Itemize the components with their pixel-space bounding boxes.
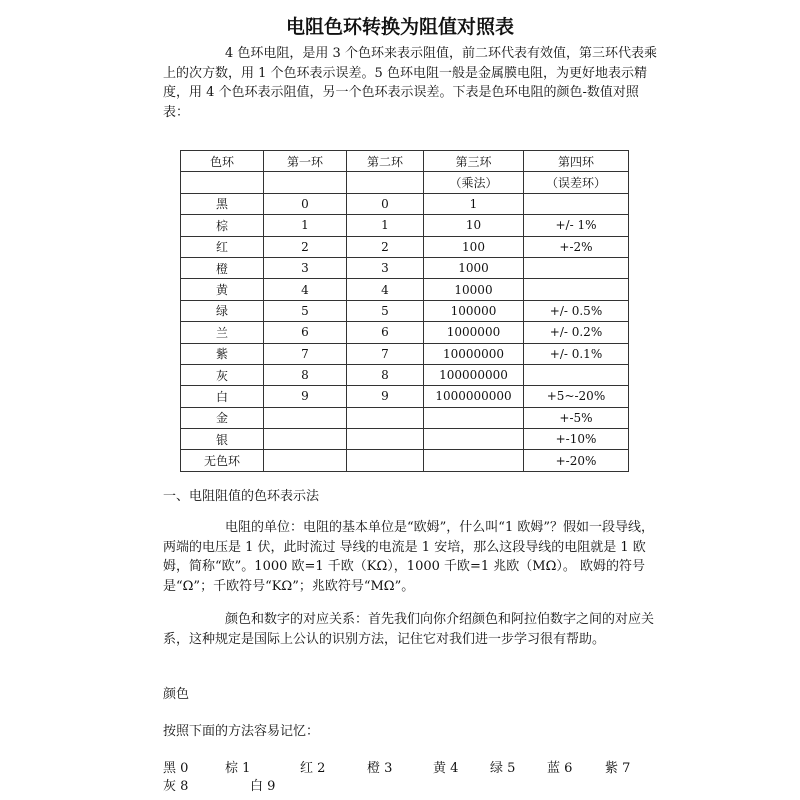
table-cell: 8 <box>264 364 347 385</box>
table-cell <box>424 429 524 450</box>
color-item: 灰 8 <box>163 779 189 794</box>
table-cell: 第四环 <box>524 151 629 172</box>
table-cell: 绿 <box>181 300 264 321</box>
table-cell: 1 <box>424 193 524 214</box>
table-cell: +/- 1% <box>524 215 629 236</box>
table-cell: +-2% <box>524 236 629 257</box>
table-cell <box>347 172 424 193</box>
table-cell: （乘法） <box>424 172 524 193</box>
table-cell: 兰 <box>181 322 264 343</box>
table-cell: 黑 <box>181 193 264 214</box>
table-cell: 色环 <box>181 151 264 172</box>
color-item: 蓝 6 <box>547 761 573 776</box>
table-cell: +/- 0.2% <box>524 322 629 343</box>
table-cell <box>264 407 347 428</box>
table-cell <box>181 172 264 193</box>
table-cell: 2 <box>347 236 424 257</box>
table-cell: 8 <box>347 364 424 385</box>
table-row <box>181 215 629 236</box>
table-cell: 第一环 <box>264 151 347 172</box>
unit-text: 电阻的单位：电阻的基本单位是“欧姆”，什么叫“1 欧姆”？假如一段导线，两端的电压是 1 伏，此时流过 导线的电流是 1 安培，那么这段导线的电阻就是 1 欧姆，简称“欧”。1000 欧=1 千欧（KΩ），1000 千欧=1 兆欧（MΩ）。 欧姆的符号是“Ω”；千欧符号“KΩ”；兆欧符号“MΩ”。 <box>163 520 654 594</box>
table-cell: 红 <box>181 236 264 257</box>
table-row <box>181 407 629 428</box>
table-cell: 5 <box>264 300 347 321</box>
table-cell: 灰 <box>181 364 264 385</box>
table-cell: 5 <box>347 300 424 321</box>
table-cell: 紫 <box>181 343 264 364</box>
table-cell <box>264 429 347 450</box>
table-cell: 4 <box>264 279 347 300</box>
table-cell: 0 <box>264 193 347 214</box>
table-cell <box>524 364 629 385</box>
color-item: 黄 4 <box>433 761 459 776</box>
table-cell: 7 <box>264 343 347 364</box>
section-heading: 一、电阻阻值的色环表示法 <box>163 489 320 504</box>
table-cell <box>347 450 424 471</box>
table-cell: 3 <box>264 257 347 278</box>
table-cell <box>524 257 629 278</box>
intro-text: 4 色环电阻，是用 3 个色环来表示阻值，前二环代表有效值，第三环代表乘上的次方数，用 1 个色环表示误差。5 色环电阻一般是金属膜电阻，为更好地表示精度，用 4 个色环表示阻值，另一个色环表示误差。下表是色环电阻的颜色-数值对照表： <box>163 46 657 120</box>
color-item: 红 2 <box>300 761 326 776</box>
table-cell: 1000 <box>424 257 524 278</box>
table-cell: 0 <box>347 193 424 214</box>
table-cell: （误差环） <box>524 172 629 193</box>
table-cell: 银 <box>181 429 264 450</box>
table-cell: +-5% <box>524 407 629 428</box>
table-cell: 6 <box>347 322 424 343</box>
table-cell: 7 <box>347 343 424 364</box>
table-cell <box>347 407 424 428</box>
document-title: 电阻色环转换为阻值对照表 <box>285 16 514 38</box>
unit-paragraph <box>163 518 658 596</box>
table-cell: 9 <box>347 386 424 407</box>
color-item: 黑 0 <box>163 761 189 776</box>
table-row <box>181 322 629 343</box>
table-cell <box>524 279 629 300</box>
table-cell: 1 <box>264 215 347 236</box>
mapping-paragraph <box>163 610 658 649</box>
table-row <box>181 364 629 385</box>
table-subheader-row <box>181 172 629 193</box>
intro-paragraph <box>163 44 658 122</box>
table-row <box>181 386 629 407</box>
color-item: 绿 5 <box>490 761 516 776</box>
table-cell: 第二环 <box>347 151 424 172</box>
color-label: 颜色 <box>163 687 190 702</box>
table-cell: 棕 <box>181 215 264 236</box>
table-cell: 第三环 <box>424 151 524 172</box>
table-cell <box>424 450 524 471</box>
table-cell: 1000000 <box>424 322 524 343</box>
color-item: 橙 3 <box>367 761 393 776</box>
table-row <box>181 236 629 257</box>
table-cell: +/- 0.5% <box>524 300 629 321</box>
table-row <box>181 343 629 364</box>
table-cell: 10000000 <box>424 343 524 364</box>
table-row <box>181 450 629 471</box>
color-code-table <box>180 150 629 472</box>
table-cell <box>424 407 524 428</box>
table-cell: 2 <box>264 236 347 257</box>
table-cell: 100000000 <box>424 364 524 385</box>
table-cell: 100 <box>424 236 524 257</box>
mapping-text: 颜色和数字的对应关系：首先我们向你介绍颜色和阿拉伯数字之间的对应关系，这种规定是国际上公认的识别方法，记住它对我们进一步学习很有帮助。 <box>163 612 655 647</box>
color-item: 棕 1 <box>225 761 251 776</box>
table-cell: 橙 <box>181 257 264 278</box>
color-item: 白 9 <box>250 779 276 794</box>
table-cell: 白 <box>181 386 264 407</box>
table-cell <box>264 450 347 471</box>
table-cell: 6 <box>264 322 347 343</box>
table-cell: 10000 <box>424 279 524 300</box>
table-header-row <box>181 151 629 172</box>
table-row <box>181 257 629 278</box>
table-cell: 3 <box>347 257 424 278</box>
table-cell: 黄 <box>181 279 264 300</box>
table-row <box>181 429 629 450</box>
table-row <box>181 279 629 300</box>
table-row <box>181 193 629 214</box>
table-cell: 金 <box>181 407 264 428</box>
table-cell: +5~-20% <box>524 386 629 407</box>
table-cell: 无色环 <box>181 450 264 471</box>
memo-label: 按照下面的方法容易记忆： <box>163 724 320 739</box>
color-item: 紫 7 <box>605 761 631 776</box>
table-cell <box>524 193 629 214</box>
table-cell: +-10% <box>524 429 629 450</box>
table-cell: 9 <box>264 386 347 407</box>
table-cell: 1 <box>347 215 424 236</box>
table-cell: 4 <box>347 279 424 300</box>
table-cell: 1000000000 <box>424 386 524 407</box>
table-cell: +-20% <box>524 450 629 471</box>
table-row <box>181 300 629 321</box>
table-cell <box>264 172 347 193</box>
table-cell: 10 <box>424 215 524 236</box>
table-cell <box>347 429 424 450</box>
table-cell: +/- 0.1% <box>524 343 629 364</box>
table-cell: 100000 <box>424 300 524 321</box>
